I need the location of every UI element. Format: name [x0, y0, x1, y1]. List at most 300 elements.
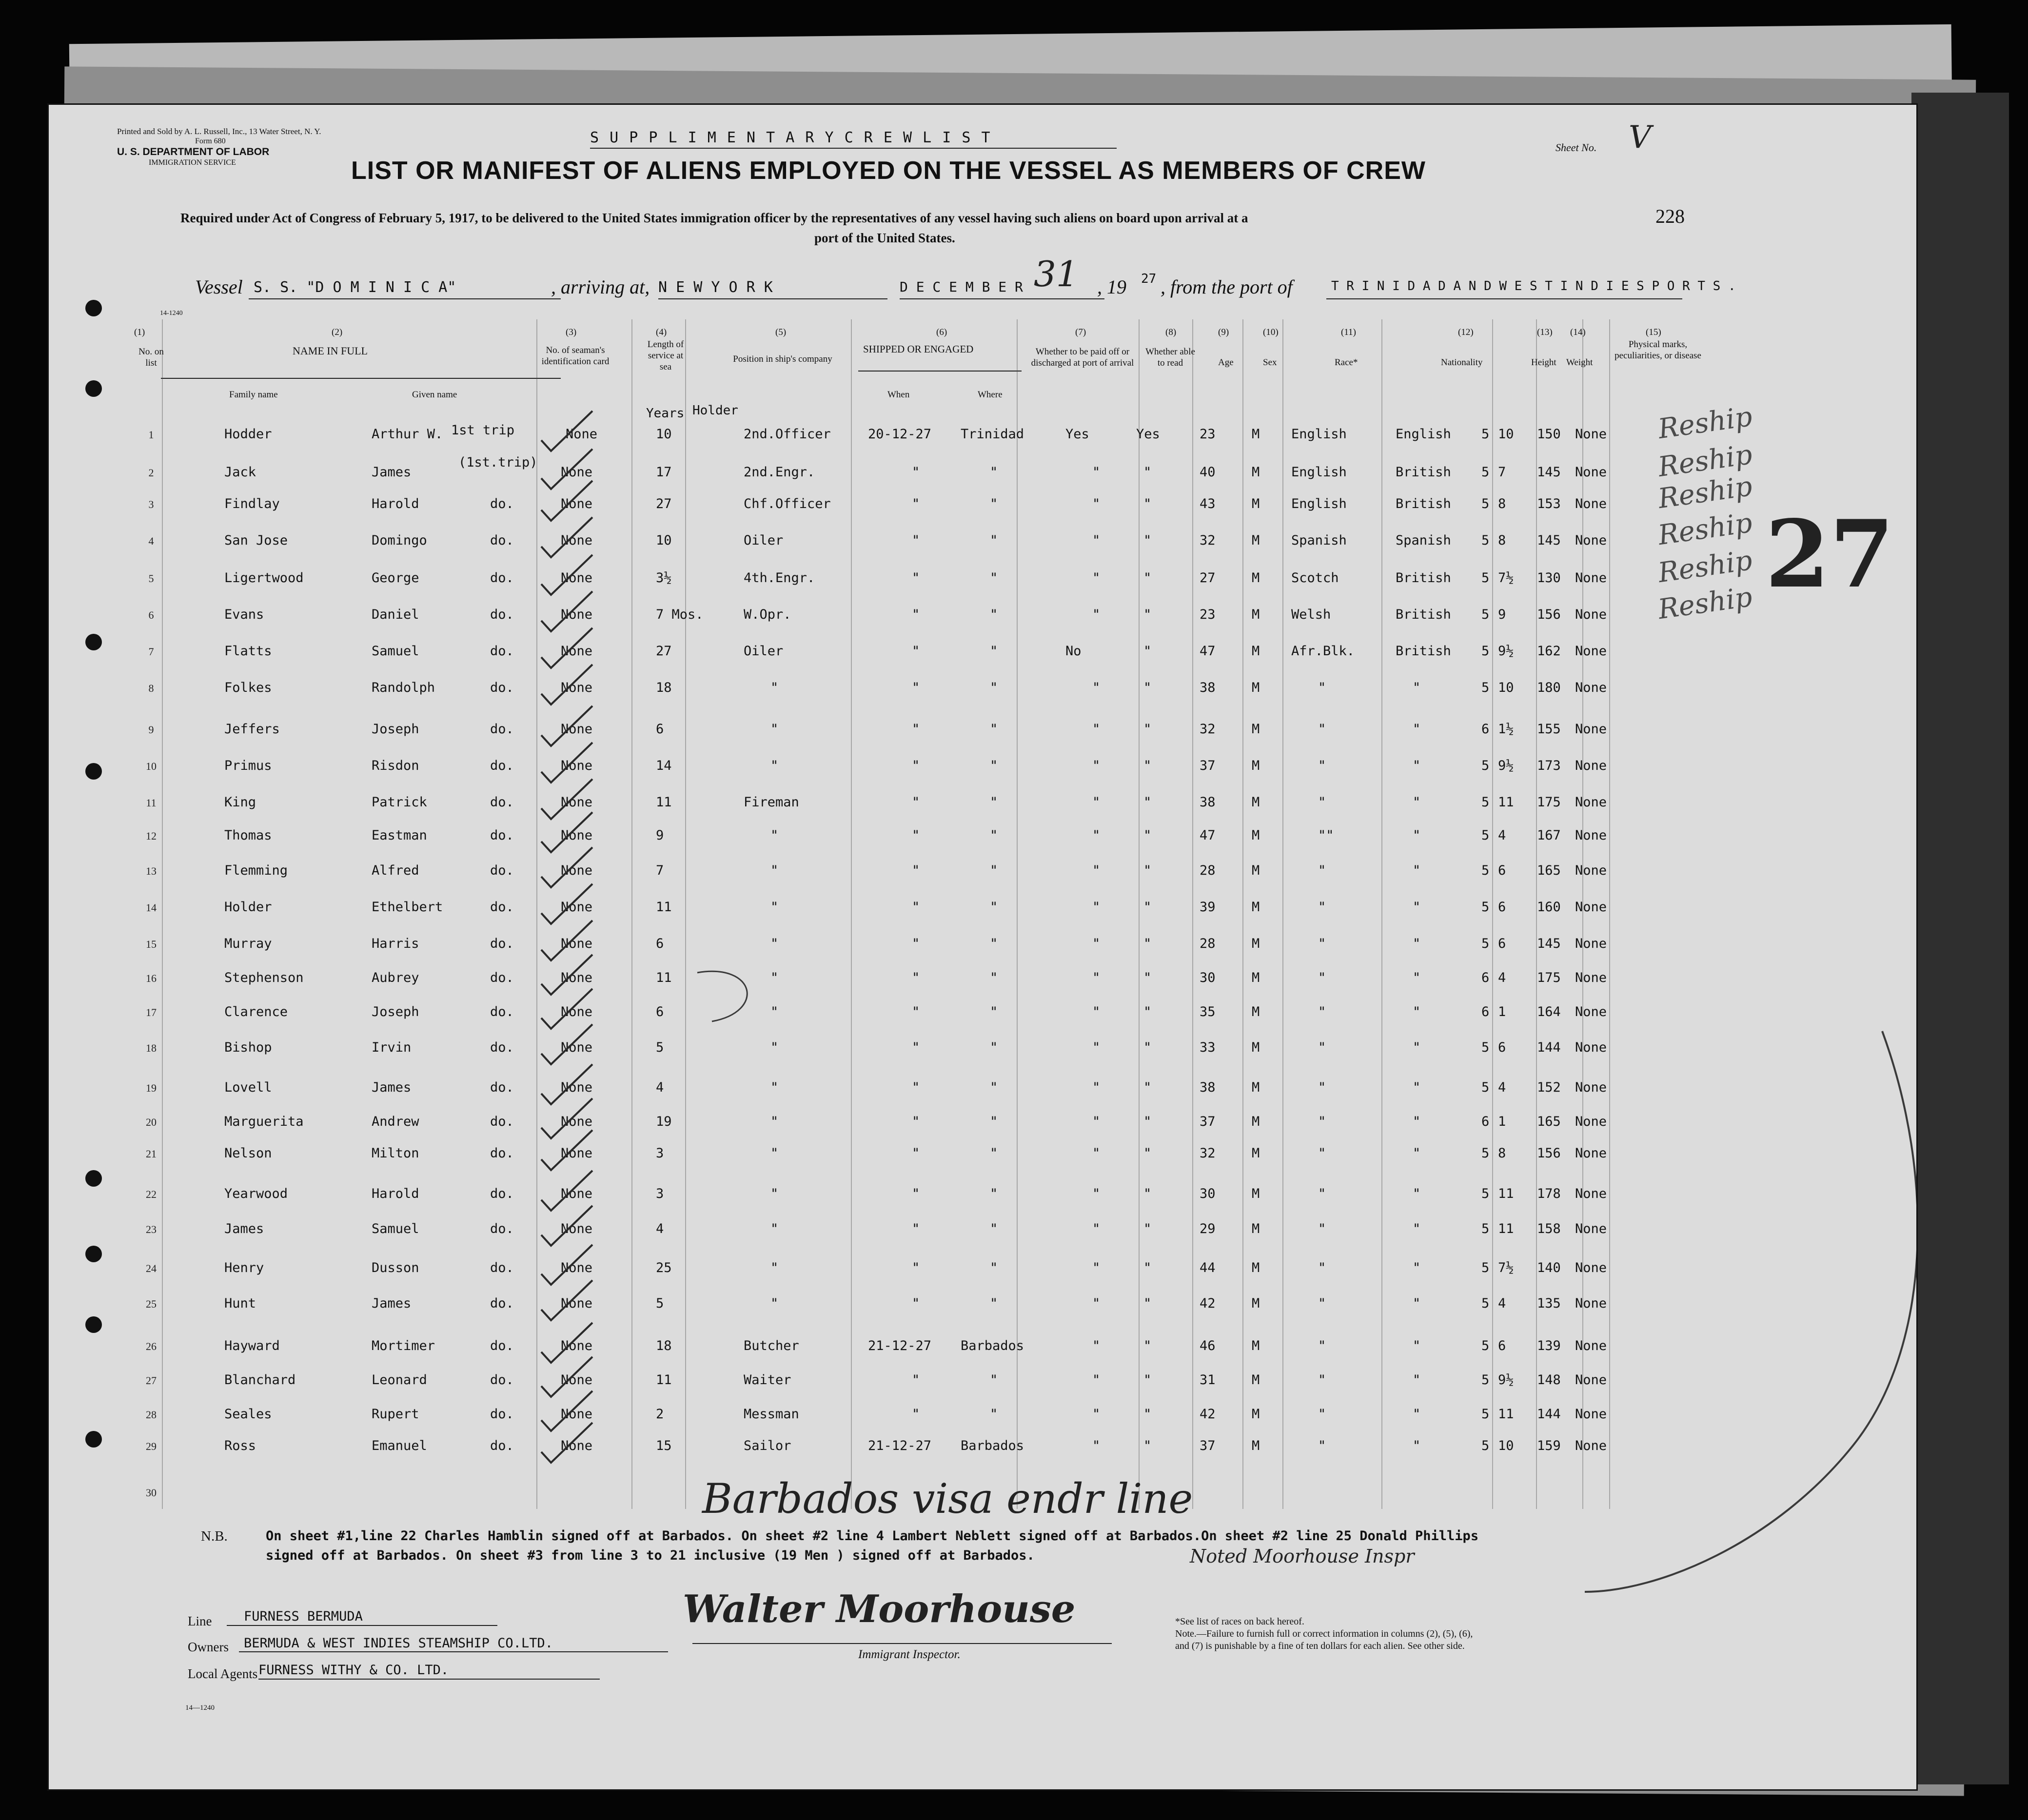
row-number: 14: [146, 901, 157, 914]
position-cell: 2nd.Officer: [744, 427, 831, 442]
trip-note-cell: do.: [490, 795, 514, 810]
age-cell: 44: [1200, 1260, 1216, 1275]
race-cell: Spanish: [1291, 533, 1347, 548]
sex-cell: M: [1252, 1407, 1260, 1422]
service-length-cell: 3: [656, 1186, 664, 1201]
trip-note-cell: do.: [490, 1338, 514, 1353]
service-length-cell: 10: [656, 533, 672, 548]
paid-off-cell: ": [1092, 1186, 1101, 1201]
weight-cell: 144: [1537, 1040, 1561, 1055]
form-number: Form 680: [195, 137, 226, 145]
trip-note-cell: 1st trip: [451, 423, 515, 438]
paid-off-cell: No: [1065, 644, 1082, 659]
shipped-where-cell: ": [990, 1004, 998, 1019]
nationality-cell: ": [1413, 1407, 1421, 1422]
id-card-cell: None: [561, 900, 593, 915]
check-mark: [541, 1391, 592, 1431]
col-num: (8): [1165, 327, 1177, 337]
service-length-cell: 18: [656, 1338, 672, 1353]
line-label: Line: [188, 1614, 212, 1628]
physical-marks-cell: None: [1575, 1407, 1607, 1422]
shipped-when-cell: ": [912, 1146, 920, 1161]
check-mark: [541, 1171, 592, 1211]
weight-cell: 152: [1537, 1080, 1561, 1095]
department-label: U. S. DEPARTMENT OF LABOR: [117, 146, 270, 157]
height-feet-cell: 5: [1481, 465, 1490, 480]
paid-off-cell: ": [1092, 1407, 1101, 1422]
family-name-cell: Yearwood: [224, 1186, 288, 1201]
shipped-where-cell: ": [990, 722, 998, 737]
height-inches-cell: 4: [1498, 970, 1506, 985]
family-name-cell: King: [224, 795, 256, 810]
paid-off-cell: ": [1092, 607, 1101, 622]
family-name-cell: Henry: [224, 1260, 264, 1275]
height-feet-cell: 5: [1481, 863, 1490, 878]
family-name-cell: Bishop: [224, 1040, 272, 1055]
row-number: 19: [146, 1082, 157, 1094]
id-card-cell: None: [561, 1040, 593, 1055]
sex-cell: M: [1252, 1260, 1260, 1275]
physical-marks-cell: None: [1575, 758, 1607, 773]
fine-note-1: Note.—Failure to furnish full or correct information in columns (2), (5), (6),: [1175, 1628, 1473, 1639]
paid-off-cell: ": [1092, 722, 1101, 737]
age-cell: 40: [1200, 465, 1216, 480]
stamp-number: 228: [1655, 205, 1685, 227]
height-feet-cell: 5: [1481, 1080, 1490, 1095]
sex-cell: M: [1252, 644, 1260, 659]
col-num: (5): [775, 327, 787, 337]
shipped-when-cell: ": [912, 1004, 920, 1019]
shipped-where-cell: ": [990, 570, 998, 586]
given-name-cell: Ethelbert: [372, 900, 443, 915]
position-cell: ": [770, 1040, 779, 1055]
physical-marks-cell: None: [1575, 1338, 1607, 1353]
given-name-cell: Domingo: [372, 533, 427, 548]
shipped-when-cell: ": [912, 1080, 920, 1095]
trip-note-cell: do.: [490, 1372, 514, 1388]
arrival-month: D E C E M B E R: [900, 279, 1023, 295]
paid-off-cell: ": [1092, 758, 1101, 773]
col-position: Position in ship's company: [733, 354, 832, 364]
id-card-cell: None: [561, 1080, 593, 1095]
check-mark: [541, 555, 592, 595]
arriving-label: , arriving at,: [551, 276, 650, 298]
height-feet-cell: 6: [1481, 1114, 1490, 1129]
shipped-where-cell: Trinidad: [961, 427, 1024, 442]
col-weight: Weight: [1566, 357, 1593, 368]
physical-marks-cell: None: [1575, 680, 1607, 695]
age-cell: 38: [1200, 1080, 1216, 1095]
physical-marks-cell: None: [1575, 496, 1607, 511]
nb-label: N.B.: [201, 1528, 228, 1544]
row-number: 22: [146, 1188, 157, 1200]
row-number: 4: [148, 535, 154, 547]
service-length-cell: 6: [656, 1004, 664, 1019]
row-number: 2: [148, 467, 154, 479]
row-number: 11: [146, 797, 157, 809]
check-mark: [541, 920, 592, 960]
able-read-cell: ": [1143, 795, 1152, 810]
col-num: (9): [1218, 327, 1229, 337]
service-length-cell: 17: [656, 465, 672, 480]
vessel-label: Vessel: [195, 276, 243, 298]
col-num: (10): [1263, 327, 1279, 337]
sex-cell: M: [1252, 427, 1260, 442]
shipped-where-cell: ": [990, 900, 998, 915]
row-number: 27: [146, 1374, 157, 1387]
shipped-when-cell: ": [912, 1407, 920, 1422]
col-id-card: No. of seaman's identification card: [541, 345, 610, 367]
reship-pencil-note: Reship: [1656, 400, 1754, 446]
id-card-cell: None: [561, 1296, 593, 1311]
nationality-cell: ": [1413, 1186, 1421, 1201]
given-name-cell: Alfred: [372, 863, 419, 878]
check-mark: [541, 628, 592, 668]
weight-cell: 158: [1537, 1221, 1561, 1236]
service-length-cell: 15: [656, 1438, 672, 1453]
paid-off-cell: ": [1092, 1372, 1101, 1388]
reship-pencil-note: Reship: [1656, 544, 1754, 589]
position-cell: ": [770, 863, 779, 878]
age-cell: 38: [1200, 795, 1216, 810]
nationality-cell: ": [1413, 1040, 1421, 1055]
sex-cell: M: [1252, 607, 1260, 622]
form-code: 14-1240: [160, 310, 183, 317]
shipped-where-cell: ": [990, 644, 998, 659]
able-read-cell: ": [1143, 936, 1152, 951]
race-cell: ": [1318, 1260, 1326, 1275]
shipped-where-cell: ": [990, 496, 998, 511]
trip-note-cell: do.: [490, 1080, 514, 1095]
shipped-where-cell: ": [990, 863, 998, 878]
row-number: 5: [148, 572, 154, 585]
weight-cell: 135: [1537, 1296, 1561, 1311]
col-no-on-list: No. on list: [138, 347, 164, 368]
age-cell: 38: [1200, 680, 1216, 695]
age-cell: 42: [1200, 1296, 1216, 1311]
age-cell: 32: [1200, 722, 1216, 737]
age-cell: 37: [1200, 1114, 1216, 1129]
family-name-cell: Clarence: [224, 1004, 288, 1019]
given-name-cell: Leonard: [372, 1372, 427, 1388]
row-number: 13: [146, 865, 157, 877]
holder-note: Holder: [692, 403, 738, 418]
family-name-cell: Evans: [224, 607, 264, 622]
owners-value: BERMUDA & WEST INDIES STEAMSHIP CO.LTD.: [244, 1636, 553, 1651]
given-name-cell: Daniel: [372, 607, 419, 622]
shipped-when-cell: ": [912, 1186, 920, 1201]
position-cell: ": [770, 758, 779, 773]
pencil-curve: [1585, 1031, 1916, 1592]
paid-off-cell: ": [1092, 828, 1101, 843]
race-cell: ": [1318, 1296, 1326, 1311]
given-name-cell: Risdon: [372, 758, 419, 773]
sex-cell: M: [1252, 533, 1260, 548]
height-inches-cell: 4: [1498, 1296, 1506, 1311]
years-note: Years: [646, 406, 685, 421]
id-card-cell: None: [561, 570, 593, 586]
trip-note-cell: do.: [490, 828, 514, 843]
service-length-cell: 11: [656, 970, 672, 985]
check-mark: [541, 591, 592, 631]
trip-note-cell: do.: [490, 607, 514, 622]
paid-off-cell: ": [1092, 795, 1101, 810]
check-mark: [541, 1098, 592, 1138]
reship-pencil-note: Reship: [1656, 581, 1754, 626]
family-name-cell: Thomas: [224, 828, 272, 843]
fine-note-2: and (7) is punishable by a fine of ten dollars for each alien. See other side.: [1175, 1641, 1465, 1651]
nationality-cell: ": [1413, 680, 1421, 695]
height-inches-cell: 11: [1498, 1221, 1514, 1236]
family-name-cell: James: [224, 1221, 264, 1236]
height-feet-cell: 5: [1481, 1040, 1490, 1055]
service-length-cell: 11: [656, 795, 672, 810]
shipped-when-cell: ": [912, 900, 920, 915]
given-name-cell: Joseph: [372, 1004, 419, 1019]
age-cell: 35: [1200, 1004, 1216, 1019]
family-name-cell: Seales: [224, 1407, 272, 1422]
position-cell: ": [770, 680, 779, 695]
from-label: , from the port of: [1161, 276, 1293, 298]
sex-cell: M: [1252, 1372, 1260, 1388]
row-number: 25: [146, 1298, 157, 1310]
height-feet-cell: 6: [1481, 722, 1490, 737]
vessel-name: S. S. "D O M I N I C A": [254, 279, 456, 296]
nationality-cell: ": [1413, 828, 1421, 843]
physical-marks-cell: None: [1575, 533, 1607, 548]
shipped-when-cell: ": [912, 570, 920, 586]
col-paid-off: Whether to be paid off or discharged at port of arrival: [1031, 347, 1134, 368]
sex-cell: M: [1252, 1296, 1260, 1311]
col-length-service: Length of service at sea: [647, 339, 684, 372]
position-cell: ": [770, 1114, 779, 1129]
height-feet-cell: 5: [1481, 496, 1490, 511]
check-mark: [541, 812, 592, 852]
physical-marks-cell: None: [1575, 900, 1607, 915]
service-length-cell: 19: [656, 1114, 672, 1129]
check-mark: [541, 989, 592, 1029]
check-mark: [541, 1206, 592, 1246]
weight-cell: 165: [1537, 1114, 1561, 1129]
sex-cell: M: [1252, 496, 1260, 511]
height-inches-cell: 4: [1498, 828, 1506, 843]
physical-marks-cell: None: [1575, 465, 1607, 480]
position-cell: ": [770, 1146, 779, 1161]
paid-off-cell: ": [1092, 533, 1101, 548]
shipped-where-cell: ": [990, 533, 998, 548]
shipped-where-cell: Barbados: [961, 1438, 1024, 1453]
family-name-cell: Blanchard: [224, 1372, 296, 1388]
height-inches-cell: 1½: [1498, 722, 1514, 737]
col-num: (6): [936, 327, 947, 337]
position-cell: ": [770, 1296, 779, 1311]
col-num: (4): [656, 327, 667, 337]
race-cell: ": [1318, 1186, 1326, 1201]
paid-off-cell: ": [1092, 1080, 1101, 1095]
nationality-cell: British: [1396, 570, 1451, 586]
race-cell: English: [1291, 427, 1347, 442]
nationality-cell: ": [1413, 1338, 1421, 1353]
act-line-1: Required under Act of Congress of February 5, 1917, to be delivered to the United States immigration officer by the representatives of any vessel having such aliens on board upon arrival at a: [180, 211, 1248, 225]
nb-line-2: signed off at Barbados. On sheet #3 from line 3 to 21 inclusive (19 Men ) signed off at Barbados.: [266, 1548, 1035, 1563]
nationality-cell: ": [1413, 1080, 1421, 1095]
family-name-cell: Hunt: [224, 1296, 256, 1311]
shipped-where-cell: ": [990, 1260, 998, 1275]
given-name-cell: Patrick: [372, 795, 427, 810]
physical-marks-cell: None: [1575, 1221, 1607, 1236]
nationality-cell: ": [1413, 1114, 1421, 1129]
service-length-cell: 27: [656, 644, 672, 659]
row-number: 7: [148, 646, 154, 658]
race-cell: ": [1318, 863, 1326, 878]
able-read-cell: ": [1143, 1438, 1152, 1453]
able-read-cell: ": [1143, 1338, 1152, 1353]
trip-note-cell: do.: [490, 680, 514, 695]
family-name-cell: Ligertwood: [224, 570, 304, 586]
shipped-where-cell: ": [990, 795, 998, 810]
position-cell: 4th.Engr.: [744, 570, 815, 586]
given-name-cell: Emanuel: [372, 1438, 427, 1453]
service-length-cell: 4: [656, 1080, 664, 1095]
shipped-where-cell: ": [990, 1186, 998, 1201]
family-name-cell: Holder: [224, 900, 272, 915]
height-inches-cell: 9: [1498, 607, 1506, 622]
position-cell: ": [770, 1080, 779, 1095]
race-cell: ": [1318, 1338, 1326, 1353]
shipped-where-cell: ": [990, 680, 998, 695]
height-inches-cell: 9½: [1498, 1372, 1514, 1388]
physical-marks-cell: None: [1575, 607, 1607, 622]
physical-marks-cell: None: [1575, 1146, 1607, 1161]
shipped-when-cell: ": [912, 795, 920, 810]
paid-off-cell: ": [1092, 1040, 1101, 1055]
col-num: (14): [1570, 327, 1586, 337]
shipped-where-cell: ": [990, 970, 998, 985]
weight-cell: 145: [1537, 533, 1561, 548]
trip-note-cell: do.: [490, 900, 514, 915]
height-inches-cell: 8: [1498, 1146, 1506, 1161]
family-name-cell: Ross: [224, 1438, 256, 1453]
service-length-cell: 25: [656, 1260, 672, 1275]
given-name-cell: Samuel: [372, 1221, 419, 1236]
row-number: 28: [146, 1409, 157, 1421]
shipped-when-cell: ": [912, 1372, 920, 1388]
nationality-cell: ": [1413, 900, 1421, 915]
id-card-cell: None: [561, 680, 593, 695]
race-cell: Welsh: [1291, 607, 1331, 622]
height-inches-cell: 6: [1498, 900, 1506, 915]
given-name-cell: Arthur W.: [372, 427, 443, 442]
sex-cell: M: [1252, 1080, 1260, 1095]
check-mark: [541, 1280, 592, 1320]
nationality-cell: English: [1396, 427, 1451, 442]
physical-marks-cell: None: [1575, 828, 1607, 843]
able-read-cell: ": [1143, 1407, 1152, 1422]
height-inches-cell: 7½: [1498, 1260, 1514, 1275]
sex-cell: M: [1252, 1146, 1260, 1161]
age-cell: 27: [1200, 570, 1216, 586]
row-number: 10: [146, 760, 157, 772]
row-number: 8: [148, 682, 154, 694]
check-mark: [541, 1245, 592, 1285]
nationality-cell: ": [1413, 758, 1421, 773]
height-feet-cell: 5: [1481, 427, 1490, 442]
shipped-when-cell: ": [912, 1040, 920, 1055]
given-name-cell: James: [372, 1296, 412, 1311]
shipped-when-cell: 20-12-27: [868, 427, 932, 442]
row-number: 9: [148, 724, 154, 736]
able-read-cell: ": [1143, 828, 1152, 843]
nationality-cell: ": [1413, 1296, 1421, 1311]
paid-off-cell: ": [1092, 465, 1101, 480]
inspector-signature: Walter Moorhouse: [683, 1587, 1076, 1631]
col-age: Age: [1218, 357, 1234, 368]
family-name-cell: Jack: [224, 465, 256, 480]
trip-note-cell: do.: [490, 1004, 514, 1019]
service-length-cell: 6: [656, 722, 664, 737]
able-read-cell: ": [1143, 570, 1152, 586]
weight-cell: 145: [1537, 936, 1561, 951]
height-inches-cell: 6: [1498, 936, 1506, 951]
height-feet-cell: 5: [1481, 1338, 1490, 1353]
row-number: 26: [146, 1340, 157, 1352]
check-mark: [541, 449, 592, 489]
family-name-cell: Hayward: [224, 1338, 280, 1353]
race-cell: ": [1318, 970, 1326, 985]
height-feet-cell: 5: [1481, 1372, 1490, 1388]
height-inches-cell: 4: [1498, 1080, 1506, 1095]
service-length-cell: 7: [656, 863, 664, 878]
physical-marks-cell: None: [1575, 1114, 1607, 1129]
id-card-cell: None: [561, 644, 593, 659]
position-cell: Sailor: [744, 1438, 791, 1453]
family-name-cell: Folkes: [224, 680, 272, 695]
height-feet-cell: 5: [1481, 533, 1490, 548]
nationality-cell: British: [1396, 496, 1451, 511]
height-feet-cell: 5: [1481, 1186, 1490, 1201]
age-cell: 32: [1200, 533, 1216, 548]
age-cell: 23: [1200, 427, 1216, 442]
trip-note-cell: do.: [490, 1407, 514, 1422]
shipped-when-cell: 21-12-27: [868, 1338, 932, 1353]
weight-cell: 159: [1537, 1438, 1561, 1453]
weight-cell: 162: [1537, 644, 1561, 659]
check-mark: [541, 779, 592, 819]
sex-cell: M: [1252, 680, 1260, 695]
arrival-port: N E W Y O R K: [658, 279, 773, 296]
race-cell: "": [1318, 828, 1334, 843]
arrival-day: 31: [1034, 254, 1079, 294]
sex-cell: M: [1252, 795, 1260, 810]
sex-cell: M: [1252, 936, 1260, 951]
given-name-cell: Randolph: [372, 680, 435, 695]
shipped-when-cell: 21-12-27: [868, 1438, 932, 1453]
check-mark: [541, 1064, 592, 1104]
age-cell: 43: [1200, 496, 1216, 511]
shipped-when-cell: ": [912, 533, 920, 548]
height-inches-cell: 9½: [1498, 644, 1514, 659]
shipped-when-cell: ": [912, 1296, 920, 1311]
height-inches-cell: 9½: [1498, 758, 1514, 773]
col-race: Race*: [1335, 357, 1358, 368]
inspector-label: Immigrant Inspector.: [858, 1648, 961, 1661]
weight-cell: 180: [1537, 680, 1561, 695]
height-feet-cell: 5: [1481, 828, 1490, 843]
paid-off-cell: ": [1092, 863, 1101, 878]
age-cell: 47: [1200, 644, 1216, 659]
shipped-when-cell: ": [912, 1221, 920, 1236]
shipped-where-cell: ": [990, 1372, 998, 1388]
